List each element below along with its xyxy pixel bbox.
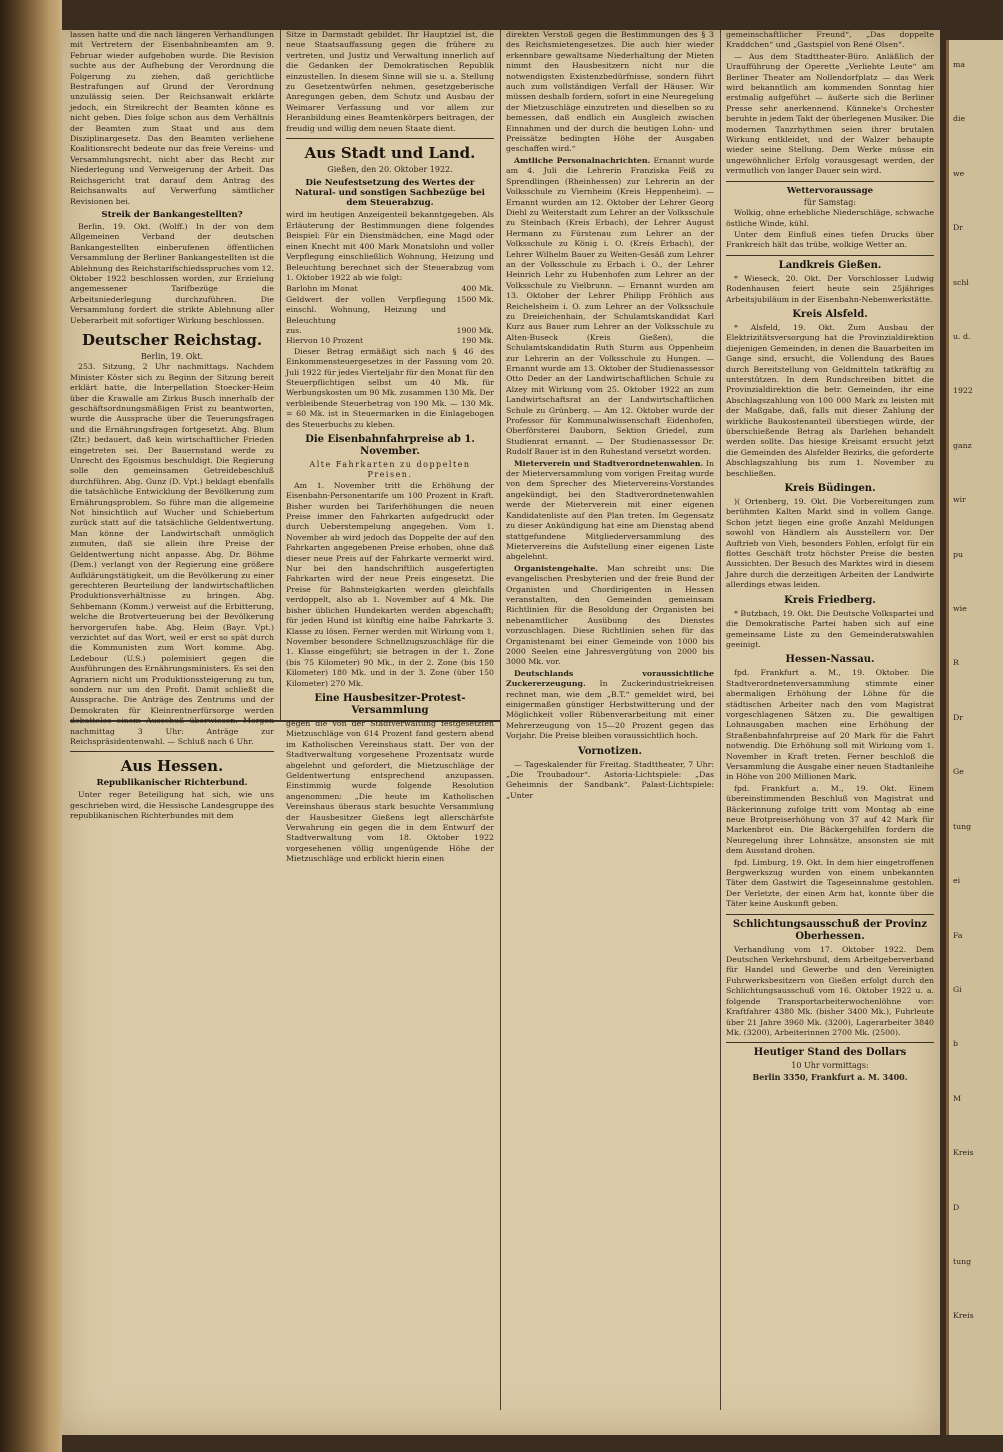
section-headline: Aus Stadt und Land. bbox=[304, 144, 476, 163]
adjacent-page-text: R bbox=[953, 658, 959, 668]
column-1 bbox=[70, 30, 274, 821]
adjacent-page-text: tung bbox=[953, 1256, 972, 1266]
article-text: — Aus dem Stadttheater-Büro. Anläßlich der Uraufführung der Operette „Verliebte Leute“ am Berliner Theater am Nollendorfplatz — das Werk wird bekanntlich am kommenden Sonntag hier erstmalig aufgeführt — äußerte sich die Berliner Presse sehr anerkennend. Künneke's Orchester beruhte in jedem Takt der überlegenen Musiker. Die modernen Tanzrhythmen seien ihrer brutalen Wirkung entkleidet, und der Walzer behaupte wieder seine Stellung. Dem Werke müsse ein ungewöhnlicher Erfolg vorausgesagt werden, der vermutlich von langer Dauer sein wird. bbox=[726, 51, 934, 176]
article-text: )( Ortenberg, 19. Okt. Die Vorbereitungen zum berühmten Kalten Markt sind in vollem Gange. Schon jetzt liegen eine große Anzahl Meldungen sowohl von Händlern als Ausstellern vor. Der Auftrieb von Vieh, besonders Fohlen, erfolgt für ein flottes Geschäft trotz höchster Preise die besten Aussichten. Der Besuch des Marktes wird in diesem Jahre durch die derzeitigen Arbeiten der Landwirte allerdings etwas leiden. bbox=[726, 497, 934, 590]
article-text: lassen hatte und die nach längeren Verhandlungen mit Vertretern der Eisenbahnbeamten am 9. Februar wieder aufgehoben wurde. Die Revision suchte aus der Aufhebung der Verordnung die Folgerung zu ziehen, daß gerichtliche Bestrafungen auf Grund der Verordnung unzulässig seien. Der Reichsanwalt erklärte jedoch, ein Streikrecht der Beamten könne es nicht geben. Dies folge schon aus dem Verhältnis der Beamten zum Staat und aus dem Disziplinargesetz. Das den Beamten verliehene Koalitionsrecht bedeute nur das freie Vereins- und Versammlungsrecht, nicht aber das Recht zur Niederlegung und Verweigerung der Arbeit. Das Reichsgericht trat darauf dem Antrag des Reichsanwalts auf Verwerfung sämtlicher Revisionen bei. bbox=[70, 30, 274, 206]
section-headline: Heutiger Stand des Dollars bbox=[753, 1047, 907, 1059]
article-text: * Alsfeld, 19. Okt. Zum Ausbau der Elektrizitätsversorgung hat die Provinzialdirektion diejenigen Gemeinden, in denen die Bauarbeiten im Gange sind, ersucht, die Vollendung des Baues durch Bereitstellung von Geldmitteln tatkräftig zu unterstützen. In dem Rundschreiben bittet die Provinzialdirektion die betr. Gemeinden, ihr eine Abschlagszahlung von 100 000 Mark zu leisten mit der Maßgabe, daß, falls mit dieser Zahlung der wirkliche Baukostenanteil überstiegen würde, der überschießende Betrag als Darlehen behandelt werden sollte. Das hiesige Kreisamt ersucht jetzt die Gemeinden des Alsfelder Bezirks, die geforderte Abschlagszahlung bis zum 1. November zu beschließen. bbox=[726, 322, 934, 478]
adjacent-page-text: Dr bbox=[953, 223, 963, 233]
article-text: Berlin, 19. Okt. (Wolff.) In der von dem Allgemeinen Verband der deutschen Bankangestellten einberufenen öffentlichen Versammlung der Berliner Bankangestellten ist die Ablehnung des Reichstarifschiedsspruches vom 12. Oktober 1922 beschlossen worden, zur Erzielung angemessener Tarifbezüge die Arbeitsniederlegung durchzuführen. Die Versammlung fordert die strikte Ablehnung aller Ueberarbeit mit sofortiger Wirkung beschlossen. bbox=[70, 221, 274, 325]
adjacent-page-text: Kreis bbox=[953, 1148, 974, 1158]
adjacent-page-text: 1922 bbox=[953, 386, 973, 396]
adjacent-page-strip bbox=[946, 40, 1003, 1435]
adjacent-page-text: tung bbox=[953, 821, 972, 831]
divider bbox=[726, 255, 934, 256]
section-headline: Landkreis Gießen. bbox=[778, 259, 882, 271]
article-headline: Eine Hausbesitzer-Protest-Versammlung bbox=[314, 692, 466, 716]
adjacent-page-text: schl bbox=[953, 277, 969, 287]
column-2 bbox=[286, 30, 494, 864]
article-text: Unter reger Beteiligung hat sich, wie uns geschrieben wird, die Hessische Landesgruppe des republikanischen Richterbundes mit dem bbox=[70, 790, 274, 821]
article-headline: Vornotizen. bbox=[578, 745, 642, 757]
calc-row bbox=[286, 336, 494, 346]
review-column bbox=[70, 732, 274, 733]
article-headline: Die Eisenbahnfahrpreise ab 1. November. bbox=[305, 434, 475, 457]
column-4 bbox=[726, 30, 934, 1405]
column-rule bbox=[500, 30, 501, 1410]
calc-table bbox=[286, 284, 494, 346]
theater-review bbox=[70, 726, 494, 1406]
article-text: gemeinschaftlicher Freund“, „Das doppelte Kraddchen“ und „Gastspiel von René Olsen“. bbox=[726, 30, 934, 50]
adjacent-page-text: Dr bbox=[953, 712, 963, 722]
subheadline: Alte Fahrkarten zu doppelten Preisen. bbox=[309, 460, 471, 480]
column-3 bbox=[506, 30, 714, 1405]
article-text bbox=[506, 669, 714, 742]
divider bbox=[726, 181, 934, 182]
article-text: 253. Sitzung, 2 Uhr nachmittags. Nachdem Minister Köster sich zu Beginn der Sitzung bereit erklärt hatte, die Interpellation Stoecker-Heim über die Krawalle am Zirkus Busch innerhalb der geschäftsordnungsmäßigen Frist zu beantworten, wurde die Aussprache über die Teuerungsfragen und die Ernährungsfragen fortgesetzt. Abg. Blum (Ztr.) bedauert, daß kein wirtschaftlicher Frieden eingetreten sei. Der Bauernstand werde zu Unrecht des Egoismus beschuldigt. Die Regierung solle den gemeinsamen Getreidebeschluß durchführen. Abg. Gunz (D. Vpt.) beklagt ebenfalls die tatsächliche Entwicklung der Bevölkerung zum Ernährungsproblem. So führe man die allgemeine Not hinsichtlich auf Wucher und Schiebertum zurück statt auf die tatsächliche Geldentwertung. Man könne der Landwirtschaft unmöglich zumuten, daß sie allein ihre Preise der Geldentwertung nicht anpasse. Abg. Dr. Böhme (Dem.) verlangt von der Regierung eine größere Aufklärungstätigkeit, um die Bevölkerung zu einer gerechteren Beurteilung der landwirtschaftlichen Produktionsverhältnisse zu bringen. Abg. Sehbemann (Komm.) verweist auf die Erbitterung, welche die Brotverteuerung bei der Bevölkerung hervorgerufen habe. Abg. Heim (Bayr. Vpt.) verzichtet auf das Wort, weil er erst so spät durch die Kommunisten zum Wort komme. Abg. Ledebour (U.S.) polemisiert gegen die Ausführungen des Ernährungsministers. Es sei den Agrariern nicht um Produktionssteigerung zu tun, sondern nur um den Profit. Damit schließt die Aussprache. Die Anträge des Zentrums und der Demokraten für Kleinrentnerfürsorge werden debattelos einem Ausschuß überwiesen. Morgen nachmittag 3 Uhr: Anträge zur Reichspräsidentenwahl. — Schluß nach 6 Uhr. bbox=[70, 362, 274, 746]
article-text bbox=[506, 156, 714, 458]
subheadline: für Samstag: bbox=[803, 197, 857, 207]
section-headline: Hessen-Nassau. bbox=[785, 654, 875, 666]
adjacent-page-text: b bbox=[953, 1039, 958, 1049]
article-text: Wolkig, ohne erhebliche Niederschläge, schwache östliche Winde, kühl. bbox=[726, 208, 934, 228]
review-columns bbox=[70, 732, 494, 733]
article-text: direkten Verstoß gegen die Bestimmungen des § 3 des Reichsmietengesetzes. Die auch hier wieder erkennbare gewaltsame Niederhaltung der Mieten nimmt den Hausbesitzern nicht nur die notwendigsten Existenzbedürfnisse, sondern führt auch zum vollständigen Verfall der Häuser. Wir müssen deshalb fordern, sofort in eine Neuregelung der Mietzuschläge einzutreten und dieselben so zu bemessen, daß endlich ein Ausgleich zwischen Einnahmen und der durch die heutigen Lohn- und Preissätze bedingten Höhe der Ausgaben geschaffen wird.“ bbox=[506, 30, 714, 154]
divider bbox=[286, 138, 494, 139]
article-body: In Zuckerindustriekreisen rechnet man, wie dem „B.T.“ gemeldet wird, bei einigermaßen günstiger Herbstwitterung und der Möglichkeit voller Rübenverarbeitung mit einer Mehrerzeugung von 15—20 Prozent gegen das Vorjahr. Die Preise bleiben voraussichtlich hoch. bbox=[506, 679, 714, 741]
calc-row bbox=[286, 295, 494, 326]
adjacent-page-text: Gi bbox=[953, 984, 962, 994]
dateline: Gießen, den 20. Oktober 1922. bbox=[327, 165, 453, 175]
article-headline: Wettervoraussage bbox=[786, 185, 874, 196]
article-kicker: Amtliche Personalnachrichten. bbox=[514, 155, 651, 165]
article-text: Verhandlung vom 17. Oktober 1922. Dem Deutschen Verkehrsbund, dem Arbeitgeberverband für Handel und Gewerbe und den Vereinigten Fuhrwerksbesitzern von Gießen erfolgt durch den Schlichtungsausschuß vom 16. Oktober 1922 u. a. folgende Transportarbeiterwochenlöhne vor: Kraftfahrer 4380 Mk. (bisher 3400 Mk.), Fuhrleute über 21 Jahre 3960 Mk. (3200), Lagerarbeiter 3840 Mk. (3200), Arbeiterinnen 2700 Mk. (2500). bbox=[726, 944, 934, 1037]
article-kicker: Deutschlands voraussichtliche Zuckererzeugung. bbox=[506, 668, 714, 689]
article-text bbox=[506, 459, 714, 563]
divider bbox=[726, 914, 934, 915]
adjacent-page-text: D bbox=[953, 1202, 960, 1212]
article-headline: Republikanischer Richterbund. bbox=[96, 778, 248, 789]
adjacent-page-text: ei bbox=[953, 876, 961, 886]
article-text: Am 1. November tritt die Erhöhung der Eisenbahn-Personentarife um 100 Prozent in Kraft. Bisher wurden bei Tariferhöhungen die neuen Preise immer den Fahrkarten aufgedruckt oder durch Ueberstempelung angegeben. Vom 1. November ab wird jedoch das Doppelte der auf den Fahrkarten angegebenen Preise erhoben, ohne daß dieser neue Preis auf der Fahrkarte vermerkt wird. Nur bei den handschriftlich ausgefertigten Fahrkarten wird der neue Preis eingesetzt. Die Preise für Bahnsteigkarten werden gleichfalls verdoppelt, also ab 1. November auf 4 Mk. Die bisher üblichen Hundekarten werden abgeschafft; für jeden Hund ist künftig eine halbe Fahrkarte 3. Klasse zu lösen. Ferner werden mit Wirkung vom 1. November besondere Schnellzugszuschläge für die 1. Klasse eingeführt; sie betragen in der 1. Zone (bis 75 Kilometer) 90 Mk., in der 2. Zone (bis 150 Kilometer) 180 Mk. und in der 3. Zone (über 150 Kilometer) 270 Mk. bbox=[286, 480, 494, 688]
article-text: Unter dem Einfluß eines tiefen Drucks über Frankreich hält das trübe, wolkige Wetter an. bbox=[726, 229, 934, 250]
calc-value: 1500 Mk. bbox=[456, 294, 494, 304]
calc-label: Geldwert der vollen Verpflegung einschl. Wohnung, Heizung und Beleuchtung bbox=[286, 294, 446, 325]
divider bbox=[726, 1042, 934, 1043]
section-headline: Deutscher Reichstag. bbox=[81, 330, 263, 349]
adjacent-page-text: Fa bbox=[953, 930, 963, 940]
article-body: Man schreibt uns: Die evangelischen Presbyterien und der freie Bund der Organisten und Chordirigenten in Hessen veranstalten, den Gemeinden gemeinsam Richtlinien für die Besoldung der Organisten bei nebenamtlicher Ausübung des Dienstes vorzuschlagen. Diese Richtlinien sehen für das Organistenamt bei einer Gemeinde von 1000 bis 2000 Seelen eine Jahresvergütung von 2000 bis 3000 Mk. vor. bbox=[506, 563, 714, 667]
column-rule bbox=[720, 30, 721, 1410]
calc-label: Hiervon 10 Prozent bbox=[286, 336, 364, 346]
article-headline: Die Neufestsetzung des Wertes der Natural- und sonstigen Sachbezüge bei dem Steuerabzug. bbox=[295, 178, 485, 209]
article-text: fpd. Limburg, 19. Okt. In dem hier eingetroffenen Bergwerkszug wurden von einem unbekannten Täter dem Gastwirt die Tageseinnahme gestohlen. Der Verletzte, der einen Arm hat, konnte über die Täter keine Auskunft geben. bbox=[726, 857, 934, 909]
book-binding-edge bbox=[0, 0, 62, 1452]
adjacent-page-text: wir bbox=[953, 495, 966, 505]
dateline: Berlin, 19. Okt. bbox=[140, 351, 204, 361]
article-text: * Wieseck, 20. Okt. Der Vorschlosser Ludwig Rodenhausen feiert heute sein 25jähriges Arbeitsjubiläum in der Eisenbahn-Nebenwerkstätte. bbox=[726, 273, 934, 304]
newspaper-page bbox=[62, 30, 940, 1435]
section-headline: Aus Hessen. bbox=[120, 757, 224, 776]
article-text: gegen die von der Stadtverwaltung festgesetzten Mietzuschläge von 614 Prozent fand gestern abend im Katholischen Vereinshaus statt. Der von der Stadtverwaltung vorgesehene Prozentsatz wurde abgelehnt und gefordert, die Mietzuschläge der Geldentwertung entsprechend anzupassen. Einstimmig wurde folgende Resolution angenommen: „Die heute im Katholischen Vereinshaus überaus stark besuchte Versammlung der Hausbesitzer Gießens legt allerschärfste Verwahrung ein gegen die in dem Entwurf der Stadtverwaltung vom 18. Oktober 1922 vorgesehenen völlig ungenügende Höhe der Mietzuschläge und erblickt hierin einen bbox=[286, 718, 494, 864]
article-kicker: Mieterverein und Stadtverordnetenwahlen. bbox=[514, 458, 704, 468]
article-text: wird im heutigen Anzeigenteil bekanntgegeben. Als Erläuterung der Bestimmungen diene folgendes Beispiel: Für ein Dienstmädchen, eine Magd oder einen Knecht mit 400 Mark Monatslohn und voller Verpflegung einschließlich Wohnung, Heizung und Beleuchtung berechnet sich der Steuerabzug vom 1. Oktober 1922 ab wie folgt: bbox=[286, 210, 494, 282]
adjacent-page-text: M bbox=[953, 1093, 961, 1103]
adjacent-page-text: die bbox=[953, 114, 966, 124]
article-text: * Butzbach, 19. Okt. Die Deutsche Volkspartei und die Demokratische Partei haben sich auf eine gemeinsame Liste zu den Gemeinderatswahlen geeinigt. bbox=[726, 608, 934, 649]
adjacent-page-text: Kreis bbox=[953, 1311, 974, 1321]
article-body: In der Mieterversammlung vom vorigen Freitag wurde von dem Sprecher des Mietervereins-Vorstandes angekündigt, bei den Stadtverordnetenwahlen werde der Mieterverein mit einer eigenen Kandidatenliste auf den Plan treten. Im Gegensatz zu dieser Ankündigung hat eine am Dienstag abend stattgefundene Mitgliederversammlung des Mietervereins die Aufstellung einer eigenen Liste abgelehnt. bbox=[506, 458, 714, 562]
adjacent-page-text: we bbox=[953, 168, 965, 178]
article-text: Sitze in Darmstadt gebildet. Ihr Hauptziel ist, die neue Staatsauffassung gegen die frühere zu vertreten, und Justiz und Verwaltung innerlich auf die Gedanken der Demokratischen Republik einzustellen. In diesem Sinne will sie u. a. Stellung zu Gesetzentwürfen nehmen, gesetzgeberische Anregungen geben, dem Schutz und Ausbau der Weimarer Verfassung und vor allem zur Heranbildung eines Beamtenkörpers beitragen, der freudig und willig dem neuen Staate dient. bbox=[286, 30, 494, 133]
article-headline: Streik der Bankangestellten? bbox=[101, 209, 243, 220]
adjacent-page-text: u. d. bbox=[953, 332, 971, 342]
article-body: Ernannt wurde am 4. Juli die Lehrerin Franziska Feiß zu Sprendlingen (Rheinhessen) zur Lehrerin an der Volksschule zu Viernheim (Kreis Heppenheim). — Ernannt wurden am 12. Oktober der Lehrer Georg Diehl zu Weiterstadt zum Lehrer an der Volksschule zu Steinbach (Kreis Erbach), der Lehrer August Hermann zu Fürstenau zum Lehrer an der Volksschule zu König i. O. (Kreis Erbach), der Lehrer Wilhelm Bauer zu Weiten-Gesäß zum Lehrer an der Volksschule zu Erbach i. O., der Lehrer Heinrich Lehr zu Hubenhofen zum Lehrer an der Volksschule zu Vielbrunn. — Ernannt wurden am 13. Oktober der Lehrer Philipp Fröhlich aus Reichelsheim i. O. zum Lehrer an der Volksschule zu Dreieichenhain, der Schulamtskandidat Karl Kurz aus Bauer zum Lehrer an der Volksschule zu Alten-Buseck (Kreis Gießen), die Schulamtskandidatin Ruth Sturm aus Oppenheim zur Lehrerin an der Volksschule zu Hungen. — Ernannt wurde am 13. Oktober der Studienassessor Otto Deder an der Landwirtschaftlichen Schule zu Alzey mit Wirkung vom 25. Oktober 1922 an zum Landwirtschaftsrat an der Landwirtschaftlichen Schule zu Grünberg. — Am 12. Oktober wurde der Professor für Kommunalwissenschaft Eidenhofen, Oberförsterei Dauborn, Sektion Griedel, zum Studienrat ernannt. — Der Studienassessor Dr. Rudolf Bauer ist in den Ruhestand versetzt worden. bbox=[506, 155, 714, 457]
section-headline: Kreis Büdingen. bbox=[784, 483, 876, 495]
calc-label: Barlohn im Monat bbox=[286, 284, 358, 294]
article-kicker: Organistengehalte. bbox=[514, 563, 599, 573]
article-text: fpd. Frankfurt a. M., 19. Oktober. Die Stadtverordnetenversammlung stimmte einer abermaligen Erhöhung der Löhne für die städtischen Arbeiter nach den vom Magistrat vorgeschlagenen Sätzen zu. Die gewaltigen Lohnausgaben machen eine Erhöhung der Straßenbahnfahrpreise auf 20 Mark für die Fahrt notwendig. Die Erhöhung soll mit Wirkung vom 1. November in Kraft treten. Ferner beschloß die Versammlung die Ausgabe einer neuen Stadtanleihe in Höhe von 200 Millionen Mark. bbox=[726, 668, 934, 782]
article-text: Dieser Betrag ermäßigt sich nach § 46 des Einkommensteuergesetzes in der Fassung vom 20. Juli 1922 für jedes Vierteljahr für den Monat für den Steuerpflichtigen selbst um 40 Mk. für Werbungskosten um 90 Mk. zusammen 130 Mk. Der verbleibende Steuerbetrag von 190 Mk. — 130 Mk. = 60 Mk. ist in Steuermarken in die Einlagebogen des Steuerbuchs zu kleben. bbox=[286, 346, 494, 429]
calc-value: 190 Mk. bbox=[461, 336, 494, 346]
subheadline: 10 Uhr vormittags: bbox=[791, 1061, 869, 1071]
adjacent-page-text: ganz bbox=[953, 440, 972, 450]
article-text: fpd. Frankfurt a. M., 19. Okt. Einem übereinstimmenden Beschluß von Magistrat und Bäckerinnung zufolge tritt vom Montag ab eine neue Brotpreiserhöhung von 37 auf 42 Mark für Markenbrot ein. Die Bäckergehilfen fordern die Neuregelung ihrer Lohnsätze, ansonsten sie mit dem Ausstand drohen. bbox=[726, 783, 934, 856]
article-text bbox=[506, 564, 714, 668]
column-rule bbox=[280, 30, 281, 720]
calc-label: zus. bbox=[286, 325, 302, 335]
section-headline: Kreis Friedberg. bbox=[784, 594, 876, 606]
section-headline: Schlichtungsausschuß der Provinz Oberhessen. bbox=[732, 918, 928, 942]
article-text: — Tageskalender für Freitag. Stadttheater, 7 Uhr: „Die Troubadour“. Astoria-Lichtspiele: „Das Geheimnis der Sandbank“. Palast-Lichtspiele: „Unter bbox=[506, 759, 714, 800]
calc-row bbox=[286, 326, 494, 336]
section-headline: Kreis Alsfeld. bbox=[792, 308, 868, 320]
adjacent-page-text: wie bbox=[953, 604, 967, 614]
dollar-rate: Berlin 3350, Frankfurt a. M. 3400. bbox=[752, 1071, 908, 1082]
adjacent-page-text: ma bbox=[953, 60, 966, 69]
adjacent-page-text: pu bbox=[953, 549, 964, 559]
review-column bbox=[284, 690, 494, 733]
calc-value: 400 Mk. bbox=[461, 284, 494, 294]
adjacent-page-text: Ge bbox=[953, 767, 964, 777]
calc-value: 1900 Mk. bbox=[456, 325, 494, 335]
calc-row bbox=[286, 284, 494, 294]
